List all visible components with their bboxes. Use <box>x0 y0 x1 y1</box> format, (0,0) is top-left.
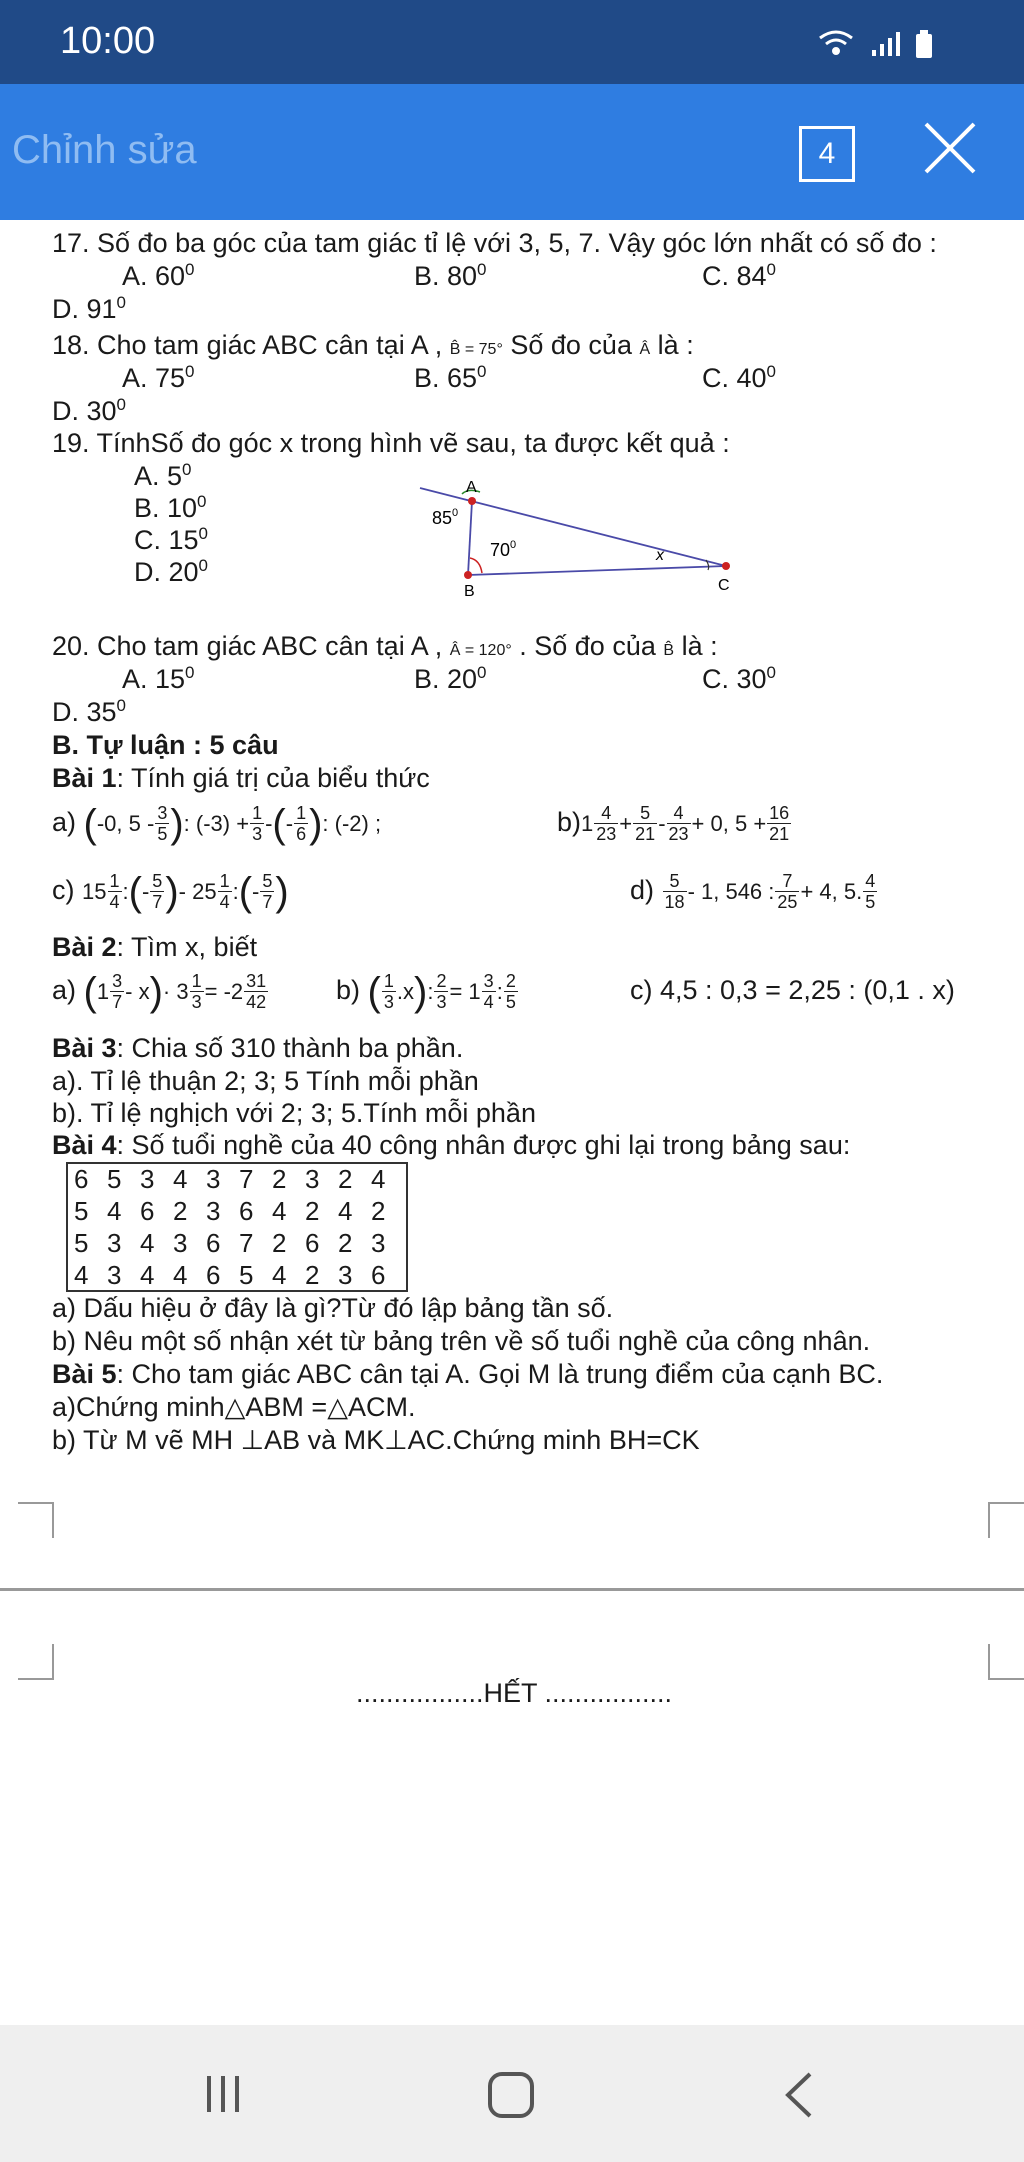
q20-d: D. $35^0$ <box>52 696 127 727</box>
q18-a: A. $75^0$ <box>122 362 195 393</box>
bai3-a: a). Tỉ lệ thuận 2; 3; 5 Tính mỗi phần <box>52 1066 479 1096</box>
bai1-b: b)1 $\frac{4}{23}$ + $\frac{5}{21}$ - $\frac{4}{23}$ + 0, 5 + $\frac{16}{21}$ <box>557 803 790 845</box>
angle-70: $70^0$ <box>490 539 517 560</box>
app-bar <box>0 84 1024 220</box>
q19-a: A. $5^0$ <box>134 460 192 491</box>
q17-b: B. $80^0$ <box>414 260 487 291</box>
edit-title[interactable]: Chỉnh sửa <box>12 128 197 172</box>
label-a: A <box>466 479 477 496</box>
signal-icon <box>872 32 900 56</box>
q17-a: A. $60^0$ <box>122 260 195 291</box>
label-b: B <box>464 583 475 600</box>
bai1-c: c) 15 $\frac{1}{4}$ :(- $\frac{5}{7}$ )- 25 $\frac{1}{4}$ :(- $\frac{5}{7}$ ) <box>52 869 289 914</box>
q17-c: C. $84^0$ <box>702 260 777 291</box>
bai3-heading: Bài 3: Chia số 310 thành ba phần. <box>52 1033 464 1063</box>
q19-b: B. $10^0$ <box>134 492 207 523</box>
bai2-a: a) (1 $\frac{3}{7}$ - x)· 3 $\frac{1}{3}$ = -2 $\frac{31}{42}$ <box>52 969 267 1014</box>
page-count-button[interactable]: 4 <box>799 126 855 182</box>
q19-c: C. $15^0$ <box>134 524 209 555</box>
bai5-b: b) Từ M vẽ MH ⊥AB và MK⊥AC.Chứng minh BH=CK <box>52 1425 700 1455</box>
q20-c: C. $30^0$ <box>702 663 777 694</box>
bai2-b: b) ( $\frac{1}{3}$ .x): $\frac{2}{3}$ = 1 $\frac{3}{4}$ : $\frac{2}{5}$ <box>336 969 516 1014</box>
close-icon[interactable] <box>922 120 978 176</box>
bai2-c: c) 4,5 : 0,3 = 2,25 : (0,1 . x) <box>630 975 955 1005</box>
end-marker: .................HẾT ................. <box>356 1678 673 1708</box>
back-icon[interactable] <box>780 2070 820 2120</box>
page-corner-top-right <box>988 1502 1024 1538</box>
status-bar <box>0 0 1024 84</box>
table-row: 6 5 3 4 3 7 2 3 2 4 <box>74 1164 386 1194</box>
nav-bar <box>0 2025 1024 2162</box>
triangle-figure <box>410 470 750 600</box>
angle-x: x <box>656 547 664 564</box>
q18-b: B. $65^0$ <box>414 362 487 393</box>
bai5-heading: Bài 5: Cho tam giác ABC cân tại A. Gọi M là trung điểm của cạnh BC. <box>52 1359 884 1389</box>
home-icon[interactable] <box>486 2070 536 2120</box>
recent-apps-icon[interactable] <box>203 2072 247 2116</box>
bai3-b: b). Tỉ lệ nghịch với 2; 3; 5.Tính mỗi phần <box>52 1098 536 1128</box>
battery-icon <box>916 30 932 58</box>
bai5-a: a)Chứng minh△ABM =△ACM. <box>52 1392 416 1422</box>
label-c: C <box>718 577 730 594</box>
bai1-d: d) $\frac{5}{18}$ - 1, 546 : $\frac{7}{25}$ + 4, 5. $\frac{4}{5}$ <box>630 871 876 913</box>
angle-85: $85^0$ <box>432 507 459 528</box>
table-row: 4 3 4 4 6 5 4 2 3 6 <box>74 1260 386 1290</box>
q19-text: 19. TínhSố đo góc x trong hình vẽ sau, ta được kết quả : <box>52 428 730 458</box>
page-corner-bottom-right <box>988 1644 1024 1680</box>
q20-a: A. $15^0$ <box>122 663 195 694</box>
q20-b: B. $20^0$ <box>414 663 487 694</box>
bai4-b: b) Nêu một số nhận xét từ bảng trên về số tuổi nghề của công nhân. <box>52 1326 871 1356</box>
data-table <box>66 1162 408 1292</box>
q17-text: 17. Số đo ba góc của tam giác tỉ lệ với 3, 5, 7. Vậy góc lớn nhất có số đo : <box>52 228 937 258</box>
q17-d: D. $91^0$ <box>52 293 127 324</box>
status-icons <box>816 26 966 60</box>
bai2-heading: Bài 2: Tìm x, biết <box>52 932 258 962</box>
bai1-a: a) (-0, 5 - $\frac{3}{5}$ ): (-3) + $\frac{1}{3}$ -(- $\frac{1}{6}$ ): (-2) ; <box>52 801 382 846</box>
q20-text: 20. Cho tam giác ABC cân tại A , Â = 120° . Số đo của B̂ là : <box>52 631 718 661</box>
table-row: 5 4 6 2 3 6 4 2 4 2 <box>74 1196 386 1226</box>
q18-text: 18. Cho tam giác ABC cân tại A , B̂ = 75° Số đo của Â là : <box>52 330 694 360</box>
q18-d: D. $30^0$ <box>52 395 127 426</box>
section-b-title: B. Tự luận : 5 câu <box>52 730 279 760</box>
bai4-a: a) Dấu hiệu ở đây là gì?Từ đó lập bảng tần số. <box>52 1293 614 1323</box>
page-divider <box>0 1588 1024 1591</box>
bai4-heading: Bài 4: Số tuổi nghề của 40 công nhân được ghi lại trong bảng sau: <box>52 1130 851 1160</box>
status-time: 10:00 <box>60 20 156 62</box>
page-corner-bottom-left <box>18 1644 54 1680</box>
table-row: 5 3 4 3 6 7 2 6 2 3 <box>74 1228 386 1258</box>
q19-d: D. $20^0$ <box>134 556 209 587</box>
document-page <box>0 220 1024 2020</box>
bai1-heading: Bài 1: Tính giá trị của biểu thức <box>52 763 430 793</box>
page-corner-top-left <box>18 1502 54 1538</box>
q18-c: C. $40^0$ <box>702 362 777 393</box>
wifi-icon <box>820 32 852 54</box>
